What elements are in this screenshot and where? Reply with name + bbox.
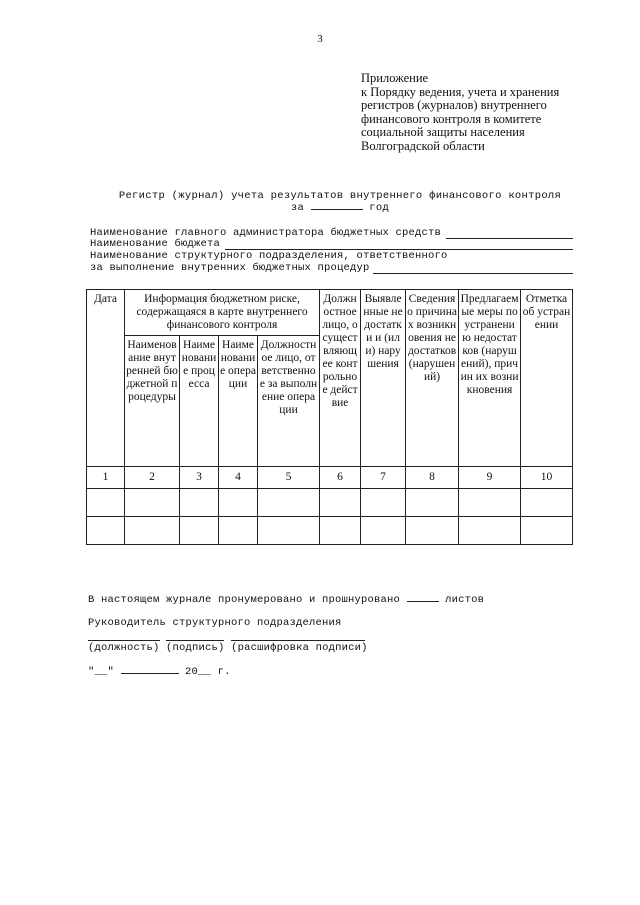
header-date: Дата [87, 290, 125, 467]
table-cell [87, 517, 125, 545]
sheets-blank [407, 601, 439, 602]
table-row [87, 489, 573, 517]
appendix-block [361, 72, 559, 154]
header-mark: Отметка об устранении [521, 290, 573, 467]
table-cell [258, 517, 320, 545]
date-day: "__" [88, 666, 115, 678]
date-year: 20__ [185, 666, 212, 678]
column-number: 6 [320, 467, 361, 489]
header-causes: Сведения о причинах возникновения недостатков (нарушений) [406, 290, 459, 467]
caption-position: (должность) [88, 642, 160, 654]
field-admin-label: Наименование главного администратора бюджетных средств [90, 227, 442, 239]
column-number: 2 [125, 467, 180, 489]
field-admin-line [446, 238, 573, 239]
table-cell [219, 517, 258, 545]
page-number: 3 [317, 33, 323, 45]
footer-numbered-text: В настоящем журнале пронумеровано и прошнуровано [88, 594, 401, 606]
appendix-line: финансового контроля в комитете [361, 111, 542, 126]
appendix-line: к Порядку ведения, учета и хранения [361, 84, 560, 99]
table-cell [180, 517, 219, 545]
table-cell [521, 489, 573, 517]
date-suffix: г. [217, 666, 231, 678]
table-cell [180, 489, 219, 517]
header-procedure: Наименование внутренней бюджетной процедуры [125, 336, 180, 467]
field-unit-label-1: Наименование структурного подразделения, ответственного [90, 250, 448, 262]
footer-numbered-line [88, 594, 484, 606]
position-line [88, 640, 160, 641]
caption-decoding: (расшифровка подписи) [231, 642, 368, 654]
field-unit-line [373, 273, 573, 274]
appendix-line: социальной защиты населения [361, 125, 525, 140]
table-cell [406, 517, 459, 545]
field-unit-label-2: за выполнение внутренних бюджетных процедур [90, 262, 370, 274]
date-month-blank [121, 673, 179, 674]
column-number: 1 [87, 467, 125, 489]
header-responsible: Должностное лицо, ответственное за выполнение операции [258, 336, 320, 467]
year-blank [311, 209, 363, 210]
register-year-line [60, 202, 620, 214]
field-budget-label: Наименование бюджета [90, 238, 221, 250]
appendix-line: Волгоградской области [361, 138, 485, 153]
footer-head-label: Руководитель структурного подразделения [88, 617, 342, 629]
table-cell [361, 489, 406, 517]
table-header-row [87, 290, 573, 336]
table-cell [459, 489, 521, 517]
header-operation: Наименование операции [219, 336, 258, 467]
register-table [86, 289, 573, 545]
caption-signature: (подпись) [166, 642, 225, 654]
column-number: 8 [406, 467, 459, 489]
year-prefix: за [290, 202, 305, 214]
table-cell [125, 517, 180, 545]
column-number: 7 [361, 467, 406, 489]
table-cell [521, 517, 573, 545]
column-number: 3 [180, 467, 219, 489]
table-cell [125, 489, 180, 517]
table-cell [219, 489, 258, 517]
column-number: 4 [219, 467, 258, 489]
header-found: Выявленные недостатки и (или) нарушения [361, 290, 406, 467]
column-number: 5 [258, 467, 320, 489]
header-official: Должностное лицо, осуществляющее контрольное действие [320, 290, 361, 467]
signature-line [166, 640, 224, 641]
footer-captions [88, 642, 368, 654]
decoding-line [231, 640, 365, 641]
footer-sheets-text: листов [445, 594, 485, 606]
table-cell [87, 489, 125, 517]
appendix-line: регистров (журналов) внутреннего [361, 98, 547, 113]
year-suffix: год [369, 202, 390, 214]
register-title-block [60, 190, 620, 214]
register-title: Регистр (журнал) учета результатов внутреннего финансового контроля [118, 190, 562, 202]
table-number-row [87, 467, 573, 489]
column-number: 10 [521, 467, 573, 489]
table-cell [258, 489, 320, 517]
table-row [87, 517, 573, 545]
table-cell [406, 489, 459, 517]
table-cell [320, 489, 361, 517]
column-number: 9 [459, 467, 521, 489]
table-cell [320, 517, 361, 545]
table-cell [361, 517, 406, 545]
table-cell [459, 517, 521, 545]
appendix-line: Приложение [361, 71, 429, 85]
header-process: Наименование процесса [180, 336, 219, 467]
header-risk-group: Информация бюджетном риске, содержащаяся в карте внутреннего финансового контроля [125, 290, 320, 336]
footer-date-line [88, 666, 231, 678]
header-measures: Предлагаемые меры по устранению недостатков (нарушений), причин их возникновения [459, 290, 521, 467]
